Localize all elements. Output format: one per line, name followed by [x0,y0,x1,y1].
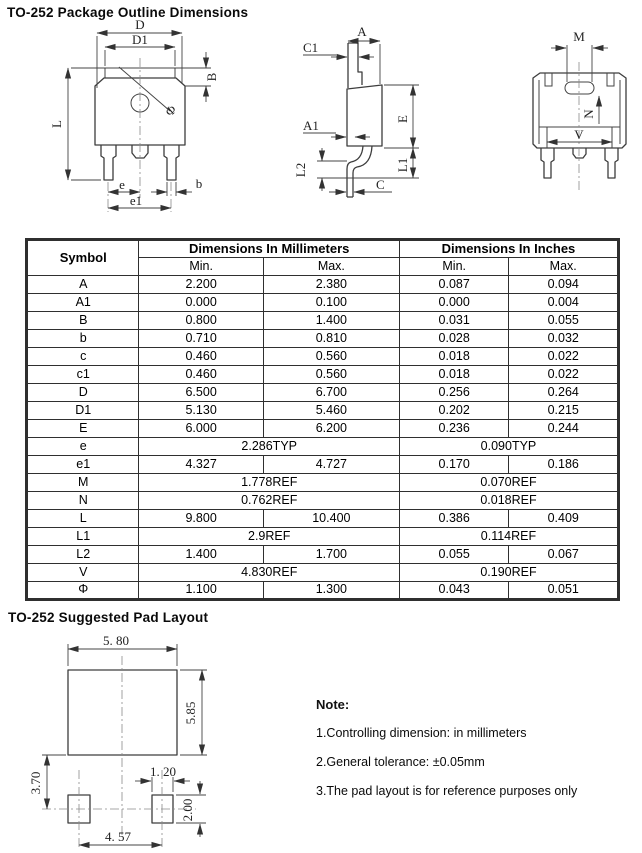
dimensions-table [25,238,620,601]
table-cell: 0.090TYP [399,438,618,456]
table-cell: 5.130 [139,402,263,420]
dim-label-b: b [195,176,203,191]
table-cell: 0.386 [399,510,509,528]
table-cell: 0.043 [399,582,509,600]
tab-pad [68,670,177,755]
table-row [27,564,619,582]
table-row [27,384,619,402]
table-cell: b [27,330,139,348]
table-cell: c [27,348,139,366]
table-cell: 0.202 [399,402,509,420]
table-row [27,582,619,600]
table-cell: 0.031 [399,312,509,330]
table-cell: L2 [27,546,139,564]
table-cell: 6.000 [139,420,263,438]
table-cell: 0.070REF [399,474,618,492]
table-cell: D [27,384,139,402]
table-cell: 5.460 [263,402,399,420]
table-cell: 0.022 [509,348,619,366]
table-cell: 4.327 [139,456,263,474]
pad-dim-top-width: 5. 80 [103,633,129,648]
table-cell: 0.000 [399,294,509,312]
dim-label-L2: L2 [293,162,308,178]
table-cell: 0.810 [263,330,399,348]
table-cell: 0.800 [139,312,263,330]
table-cell: 0.028 [399,330,509,348]
dim-label-L: L [49,120,64,128]
tab-side [348,43,362,85]
table-cell: 0.114REF [399,528,618,546]
table-cell: 0.018 [399,348,509,366]
back-center-stub [573,148,586,158]
right-lead [164,145,179,180]
dim-label-A: A [357,24,367,39]
table-cell: 1.400 [263,312,399,330]
table-row [27,402,619,420]
table-cell: 1.300 [263,582,399,600]
package-outline-drawing [0,0,642,232]
page-title-pad-layout: TO-252 Suggested Pad Layout [8,610,209,625]
table-cell: 1.778REF [139,474,399,492]
table-row [27,546,619,564]
table-row [27,276,619,294]
table-cell: 0.000 [139,294,263,312]
note-item-3: 3.The pad layout is for reference purposes only [316,784,578,798]
table-cell: V [27,564,139,582]
side-view-drawing [293,24,419,197]
table-cell: 10.400 [263,510,399,528]
dimensions-table-body [27,276,619,600]
table-cell: 0.190REF [399,564,618,582]
dim-label-L1: L1 [395,157,410,173]
dim-label-D: D [135,17,145,32]
table-row [27,366,619,384]
header-inch: Dimensions In Inches [399,240,618,258]
table-cell: L1 [27,528,139,546]
notes-title: Note: [316,697,350,712]
table-cell: 0.264 [509,384,619,402]
table-cell: 0.170 [399,456,509,474]
back-right-lead [605,148,618,178]
table-row [27,492,619,510]
header-symbol: Symbol [27,240,139,276]
back-left-lead [541,148,554,178]
table-row [27,510,619,528]
dim-label-e1: e1 [129,193,143,208]
table-cell: N [27,492,139,510]
table-cell: 0.100 [263,294,399,312]
table-row [27,474,619,492]
table-cell: M [27,474,139,492]
pad-dim-pitch: 4. 57 [105,829,131,844]
table-row [27,348,619,366]
dim-label-e: e [119,177,125,192]
front-view-drawing [49,17,219,212]
table-cell: 1.400 [139,546,263,564]
table-row [27,312,619,330]
table-cell: 0.560 [263,366,399,384]
table-cell: 2.9REF [139,528,399,546]
table-row [27,456,619,474]
table-cell: 0.022 [509,366,619,384]
pad-layout-drawing [15,628,250,853]
dim-label-V: V [574,127,584,142]
table-cell: 4.830REF [139,564,399,582]
table-cell: e [27,438,139,456]
dim-label-N: N [581,109,596,119]
table-cell: 0.004 [509,294,619,312]
table-cell: 0.087 [399,276,509,294]
table-cell: 0.032 [509,330,619,348]
tab-slot [565,82,594,94]
header-inch-max: Max. [509,258,619,276]
table-cell: L [27,510,139,528]
table-cell: 0.460 [139,348,263,366]
table-cell: 0.560 [263,348,399,366]
lead-bend-outer [347,146,363,197]
notes-section [316,697,636,813]
table-cell: 2.380 [263,276,399,294]
dim-label-B: B [204,72,219,82]
table-cell: 0.215 [509,402,619,420]
table-cell: 9.800 [139,510,263,528]
table-cell: 6.200 [263,420,399,438]
table-cell: 0.055 [509,312,619,330]
header-mm: Dimensions In Millimeters [139,240,399,258]
table-header-row [27,240,619,258]
back-view-drawing [533,29,626,190]
table-cell: 6.500 [139,384,263,402]
note-item-2: 2.General tolerance: ±0.05mm [316,755,485,769]
table-cell: 2.286TYP [139,438,399,456]
page-title-outline: TO-252 Package Outline Dimensions [7,5,249,20]
dim-label-C1: C1 [303,40,319,55]
dim-label-C: C [376,177,385,192]
table-cell: A [27,276,139,294]
pad-dim-left-offset: 3.70 [28,771,43,795]
lead-bend-inner [353,146,372,197]
table-cell: 0.094 [509,276,619,294]
table-cell: 0.067 [509,546,619,564]
table-cell: 0.051 [509,582,619,600]
table-cell: A1 [27,294,139,312]
pad-dim-pad-height: 2.00 [180,798,195,822]
dim-label-phi: Φ [161,101,180,120]
header-inch-min: Min. [399,258,509,276]
table-cell: 0.236 [399,420,509,438]
table-cell: 0.018REF [399,492,618,510]
table-cell: 0.244 [509,420,619,438]
pad-dim-right-height: 5.85 [183,701,198,725]
header-mm-min: Min. [139,258,263,276]
dim-label-A1: A1 [303,118,319,133]
dim-label-D1: D1 [132,32,148,47]
dim-label-E: E [395,115,410,123]
table-cell: 2.200 [139,276,263,294]
table-cell: e1 [27,456,139,474]
table-cell: c1 [27,366,139,384]
table-cell: 0.186 [509,456,619,474]
table-cell: 0.710 [139,330,263,348]
table-cell: 1.100 [139,582,263,600]
table-row [27,294,619,312]
left-lead [101,145,116,180]
table-cell: 6.700 [263,384,399,402]
table-cell: 4.727 [263,456,399,474]
table-row [27,438,619,456]
table-cell: D1 [27,402,139,420]
table-cell: 1.700 [263,546,399,564]
table-row [27,420,619,438]
table-cell: 0.409 [509,510,619,528]
table-cell: Φ [27,582,139,600]
dim-label-M: M [573,29,585,44]
table-cell: E [27,420,139,438]
table-cell: 0.256 [399,384,509,402]
table-cell: 0.460 [139,366,263,384]
table-cell: B [27,312,139,330]
header-mm-max: Max. [263,258,399,276]
table-cell: 0.055 [399,546,509,564]
table-cell: 0.018 [399,366,509,384]
pad-dim-pad-width: 1. 20 [150,764,176,779]
table-cell: 0.762REF [139,492,399,510]
table-row [27,330,619,348]
table-row [27,528,619,546]
note-item-1: 1.Controlling dimension: in millimeters [316,726,527,740]
